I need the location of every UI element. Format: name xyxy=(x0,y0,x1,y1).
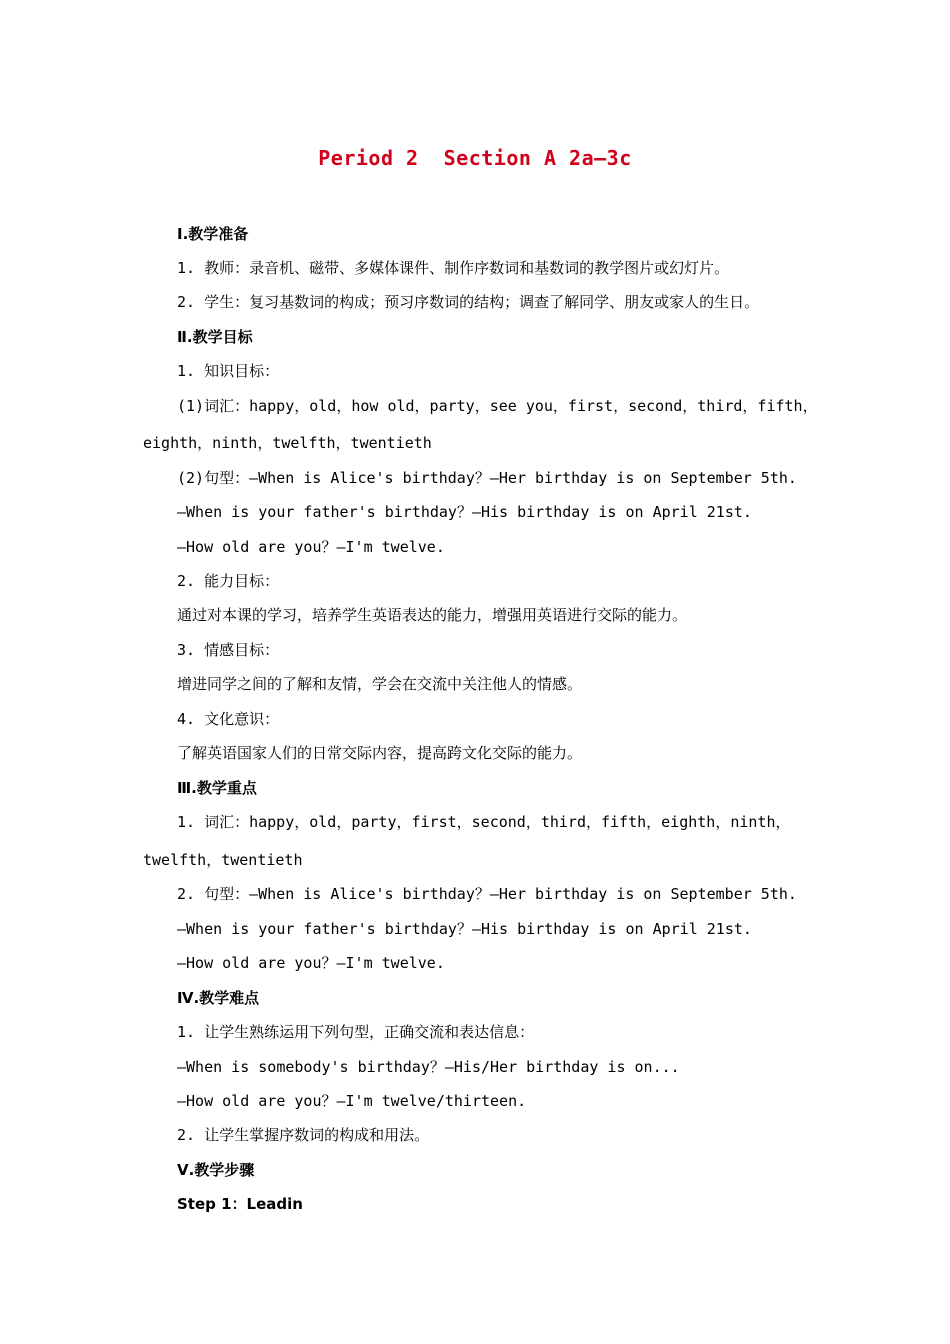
paragraph: 通过对本课的学习，培养学生英语表达的能力，增强用英语进行交际的能力。 xyxy=(177,606,688,624)
paragraph: twelfth，twentieth xyxy=(143,851,303,869)
paragraph: 1. 词汇：happy，old，party，first，second，third，fifth，eighth，ninth， xyxy=(177,813,791,831)
paragraph: —How old are you？—I'm twelve. xyxy=(177,954,445,972)
paragraph: 了解英语国家人们的日常交际内容，提高跨文化交际的能力。 xyxy=(177,744,583,762)
paragraph: 2. 能力目标： xyxy=(177,572,280,590)
paragraph: —When is somebody's birthday？—His/Her birthday is on... xyxy=(177,1058,680,1076)
section-heading-key-points: Ⅲ.教学重点 xyxy=(177,779,257,797)
section-heading-preparation: Ⅰ.教学准备 xyxy=(177,225,249,243)
page-title: Period 2 Section A 2a—3c xyxy=(318,146,632,170)
paragraph: 1. 教师：录音机、磁带、多媒体课件、制作序数词和基数词的教学图片或幻灯片。 xyxy=(177,259,730,277)
section-heading-steps: Ⅴ.教学步骤 xyxy=(177,1161,255,1179)
paragraph: —How old are you？—I'm twelve. xyxy=(177,538,445,556)
paragraph: —How old are you？—I'm twelve/thirteen. xyxy=(177,1092,527,1110)
paragraph: —When is your father's birthday？—His birthday is on April 21st. xyxy=(177,503,752,521)
paragraph: 增进同学之间的了解和友情，学会在交流中关注他人的情感。 xyxy=(177,675,583,693)
section-heading-goals: Ⅱ.教学目标 xyxy=(177,328,253,346)
paragraph: 2. 让学生掌握序数词的构成和用法。 xyxy=(177,1126,430,1144)
section-heading-difficulties: Ⅳ.教学难点 xyxy=(177,989,260,1007)
paragraph: 2. 句型：—When is Alice's birthday？—Her birthday is on September 5th. xyxy=(177,885,797,903)
paragraph: 1. 让学生熟练运用下列句型，正确交流和表达信息： xyxy=(177,1023,535,1041)
paragraph: —When is your father's birthday？—His birthday is on April 21st. xyxy=(177,920,752,938)
paragraph: (1)词汇：happy，old，how old，party，see you，first，second，third，fifth， xyxy=(177,397,818,415)
paragraph: (2)句型：—When is Alice's birthday？—Her birthday is on September 5th. xyxy=(177,469,797,487)
paragraph: 4. 文化意识： xyxy=(177,710,280,728)
paragraph: 3. 情感目标： xyxy=(177,641,280,659)
step-heading: Step 1：Leadin xyxy=(177,1195,303,1213)
paragraph: 1. 知识目标： xyxy=(177,362,280,380)
paragraph: 2. 学生：复习基数词的构成；预习序数词的结构；调查了解同学、朋友或家人的生日。 xyxy=(177,293,760,311)
paragraph: eighth，ninth，twelfth，twentieth xyxy=(143,434,432,452)
